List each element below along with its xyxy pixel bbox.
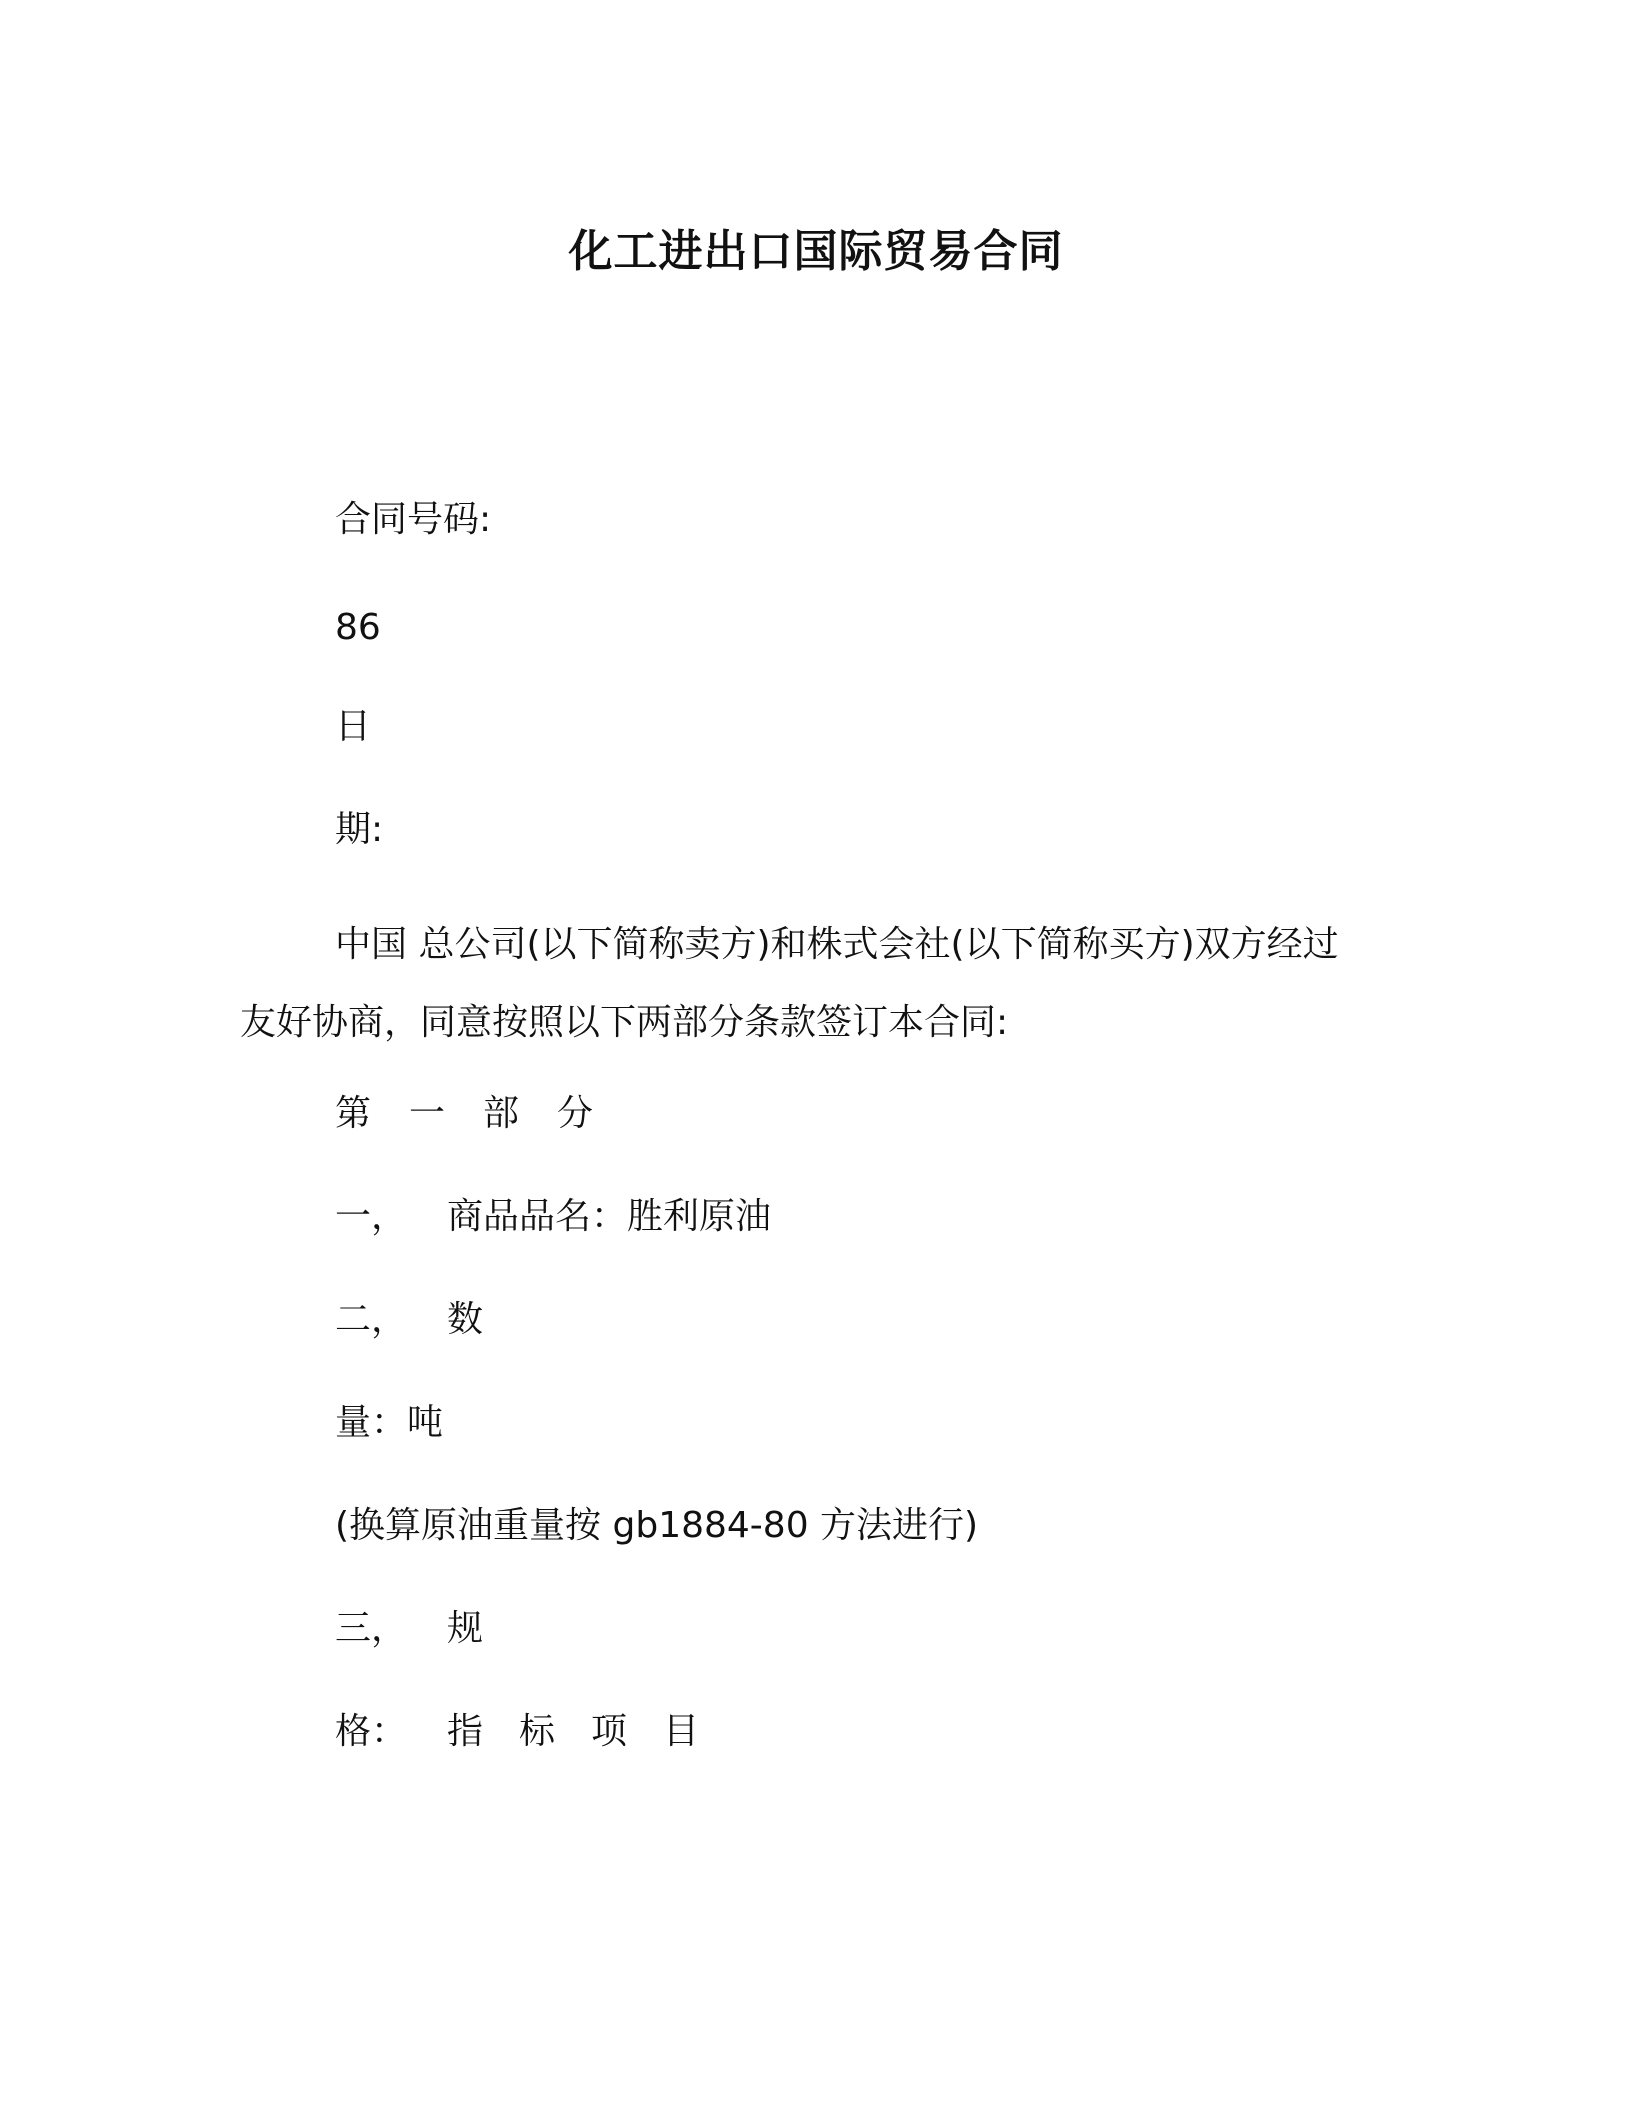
item-two-note: (换算原油重量按 gb1884-80 方法进行) (335, 1505, 979, 1546)
item-three (335, 1605, 483, 1653)
date-label-part1: 日 (335, 706, 372, 747)
spec-item-char: 项 (591, 1711, 628, 1752)
contract-number-value: 86 (335, 607, 381, 648)
spec-item-char: 指 (447, 1711, 484, 1752)
item-three-text: 规 (447, 1608, 484, 1649)
item-two (335, 1296, 483, 1344)
spec-item-char: 标 (519, 1711, 556, 1752)
part-heading-char: 一 (409, 1093, 446, 1134)
item-two-continued: 量：吨 (335, 1402, 444, 1443)
document-title: 化工进出口国际贸易合同 (568, 226, 1064, 277)
item-three-number: 三， (335, 1608, 408, 1649)
part-one-heading (335, 1090, 593, 1138)
item-two-number: 二， (335, 1299, 408, 1340)
item-one (335, 1193, 771, 1241)
intro-line-2: 友好协商，同意按照以下两部分条款签订本合同: (240, 1002, 1009, 1043)
item-one-text: 商品品名：胜利原油 (447, 1196, 772, 1237)
date-label-part2: 期: (335, 809, 384, 850)
part-heading-char: 第 (335, 1093, 372, 1134)
intro-paragraph (240, 906, 1380, 1062)
contract-number-label: 合同号码: (335, 499, 492, 540)
intro-line-1: 中国 总公司(以下简称卖方)和株式会社(以下简称买方)双方经过 (335, 924, 1339, 965)
part-heading-char: 分 (557, 1093, 594, 1134)
item-one-number: 一， (335, 1196, 408, 1237)
item-two-text: 数 (447, 1299, 484, 1340)
part-heading-char: 部 (483, 1093, 520, 1134)
item-three-continued (335, 1708, 699, 1756)
spec-item-char: 目 (663, 1711, 700, 1752)
item-three-cont-label: 格： (335, 1711, 408, 1752)
